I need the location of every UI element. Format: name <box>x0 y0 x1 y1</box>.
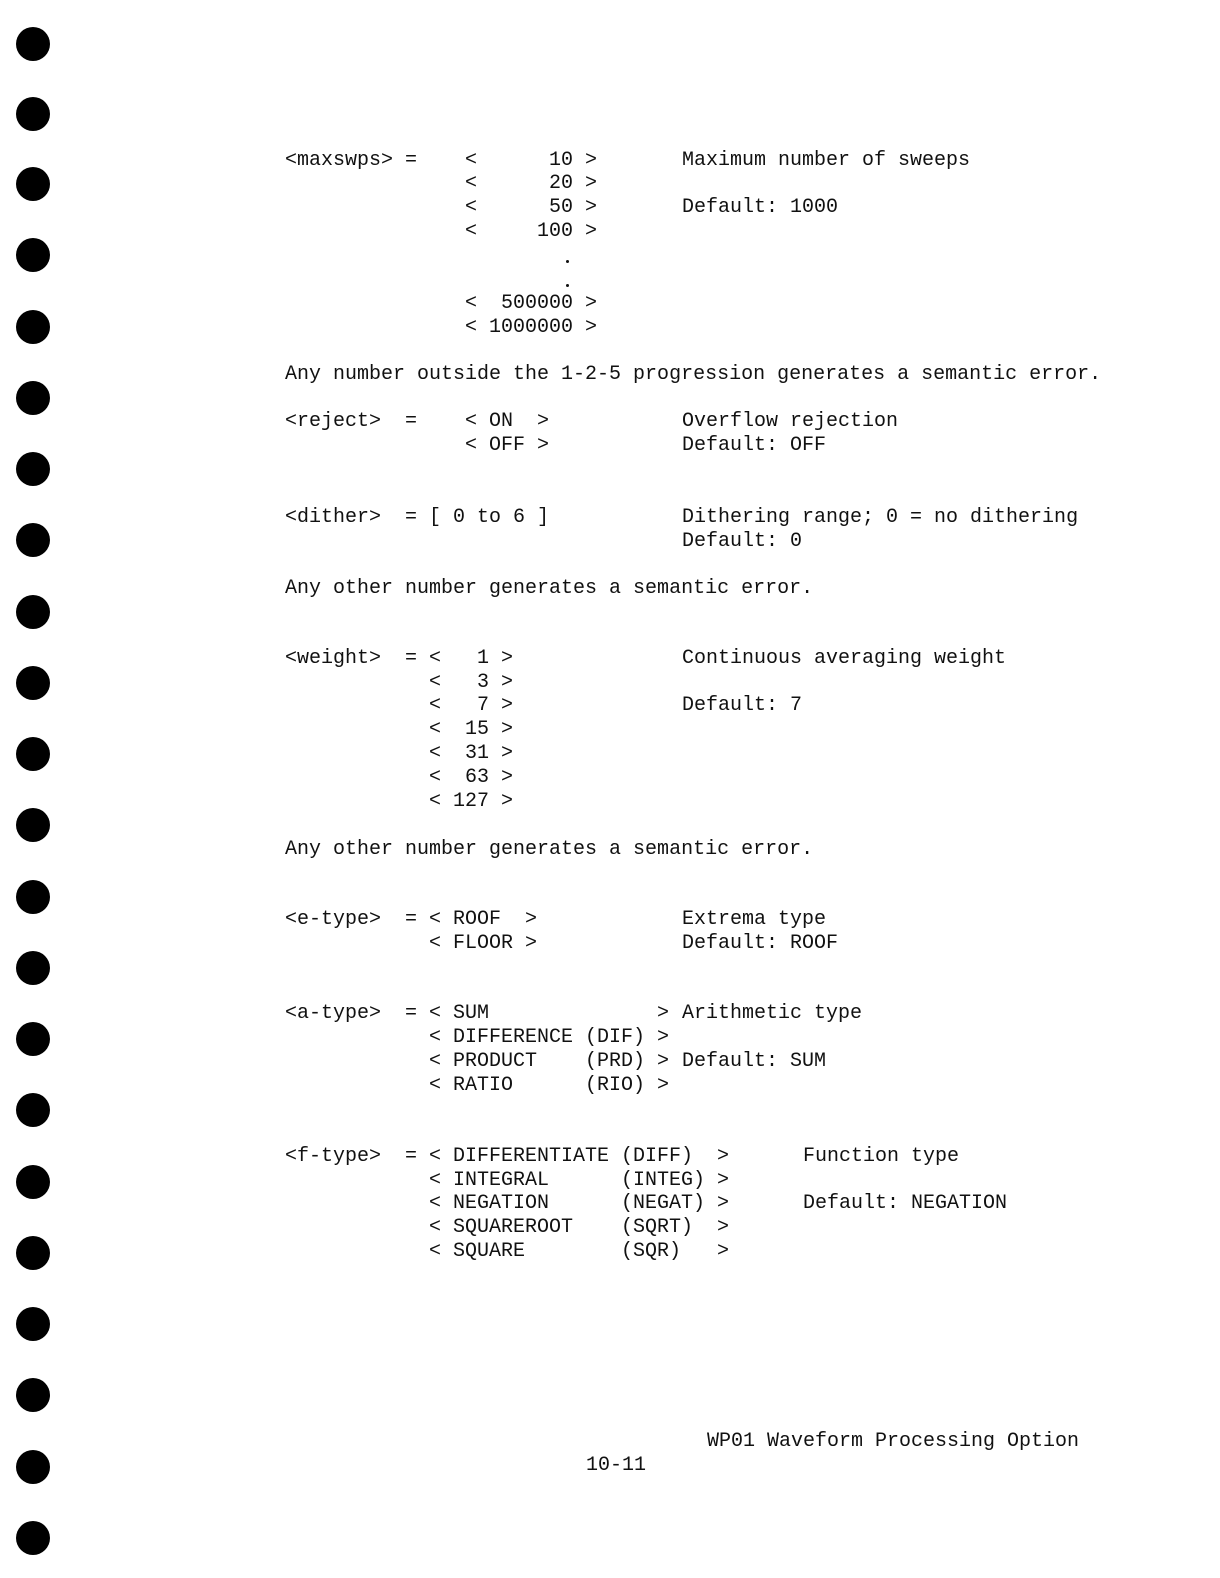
value-option: < NEGATION (NEGAT) > <box>429 1192 730 1215</box>
equals-sign: = <box>405 647 418 670</box>
param-dither: <dither> <box>285 506 382 529</box>
binder-hole <box>16 452 50 486</box>
binder-hole <box>16 1450 50 1484</box>
param-maxswps: <maxswps> <box>285 149 394 172</box>
value-option: < 100 > <box>465 220 598 243</box>
semantic-note: Any other number generates a semantic error. <box>285 577 814 600</box>
param-a-type: <a-type> <box>285 1002 382 1025</box>
binder-hole <box>16 310 50 344</box>
value-option: < DIFFERENTIATE (DIFF) > <box>429 1145 730 1168</box>
param-weight: <weight> <box>285 647 382 670</box>
value-option: < PRODUCT (PRD) > <box>429 1050 670 1073</box>
param-description: Dithering range; 0 = no dithering <box>682 506 1079 529</box>
param-f-type: <f-type> <box>285 1145 382 1168</box>
param-default: Default: SUM <box>682 1050 827 1073</box>
param-description: Continuous averaging weight <box>682 647 1007 670</box>
binder-hole <box>16 1307 50 1341</box>
value-option: < 7 > <box>429 694 514 717</box>
range-expression: = [ 0 to 6 ] <box>405 506 550 529</box>
binder-hole <box>16 27 50 61</box>
param-description: Function type <box>803 1145 960 1168</box>
value-option: < INTEGRAL (INTEG) > <box>429 1169 730 1192</box>
semantic-note: Any other number generates a semantic error. <box>285 838 814 861</box>
value-option: < 10 > <box>465 149 598 172</box>
equals-sign: = <box>405 1145 418 1168</box>
param-description: Overflow rejection <box>682 410 899 433</box>
binder-hole <box>16 523 50 557</box>
binder-hole <box>16 737 50 771</box>
param-default: Default: 0 <box>682 530 803 553</box>
binder-hole <box>16 595 50 629</box>
binder-hole <box>16 1521 50 1555</box>
value-option: < 50 > <box>465 196 598 219</box>
value-option: < 3 > <box>429 671 514 694</box>
binder-hole <box>16 238 50 272</box>
value-option: < ON > <box>465 410 550 433</box>
equals-sign: = <box>405 410 418 433</box>
param-description: Arithmetic type <box>682 1002 863 1025</box>
value-option: < 63 > <box>429 766 514 789</box>
value-option: < OFF > <box>465 434 550 457</box>
binder-hole <box>16 1165 50 1199</box>
ellipsis-dot <box>566 260 569 263</box>
binder-hole <box>16 880 50 914</box>
value-option: < DIFFERENCE (DIF) > <box>429 1026 670 1049</box>
semantic-note: Any number outside the 1-2-5 progression generates a semantic error. <box>285 363 1102 386</box>
value-option: < SQUAREROOT (SQRT) > <box>429 1216 730 1239</box>
value-option: < ROOF > <box>429 908 538 931</box>
param-default: Default: 7 <box>682 694 803 717</box>
value-option: < SUM > <box>429 1002 670 1025</box>
ellipsis-dot <box>566 284 569 287</box>
param-default: Default: OFF <box>682 434 827 457</box>
binder-hole <box>16 808 50 842</box>
value-option: < RATIO (RIO) > <box>429 1074 670 1097</box>
binder-hole <box>16 951 50 985</box>
param-description: Extrema type <box>682 908 827 931</box>
value-option: < 31 > <box>429 742 514 765</box>
param-default: Default: NEGATION <box>803 1192 1008 1215</box>
equals-sign: = <box>405 908 418 931</box>
equals-sign: = <box>405 149 418 172</box>
value-option: < 20 > <box>465 172 598 195</box>
binder-hole <box>16 666 50 700</box>
footer-title: WP01 Waveform Processing Option <box>707 1430 1080 1453</box>
value-option: < 15 > <box>429 718 514 741</box>
param-description: Maximum number of sweeps <box>682 149 971 172</box>
value-option: < 1000000 > <box>465 316 598 339</box>
param-default: Default: 1000 <box>682 196 839 219</box>
equals-sign: = <box>405 1002 418 1025</box>
value-option: < SQUARE (SQR) > <box>429 1240 730 1263</box>
param-reject: <reject> <box>285 410 382 433</box>
binder-hole <box>16 1236 50 1270</box>
binder-hole <box>16 97 50 131</box>
binder-hole <box>16 1093 50 1127</box>
value-option: < 127 > <box>429 790 514 813</box>
page-number: 10-11 <box>586 1454 647 1477</box>
binder-hole <box>16 1378 50 1412</box>
value-option: < FLOOR > <box>429 932 538 955</box>
binder-hole <box>16 1022 50 1056</box>
binder-hole <box>16 167 50 201</box>
binder-hole <box>16 381 50 415</box>
value-option: < 1 > <box>429 647 514 670</box>
param-e-type: <e-type> <box>285 908 382 931</box>
value-option: < 500000 > <box>465 292 598 315</box>
param-default: Default: ROOF <box>682 932 839 955</box>
